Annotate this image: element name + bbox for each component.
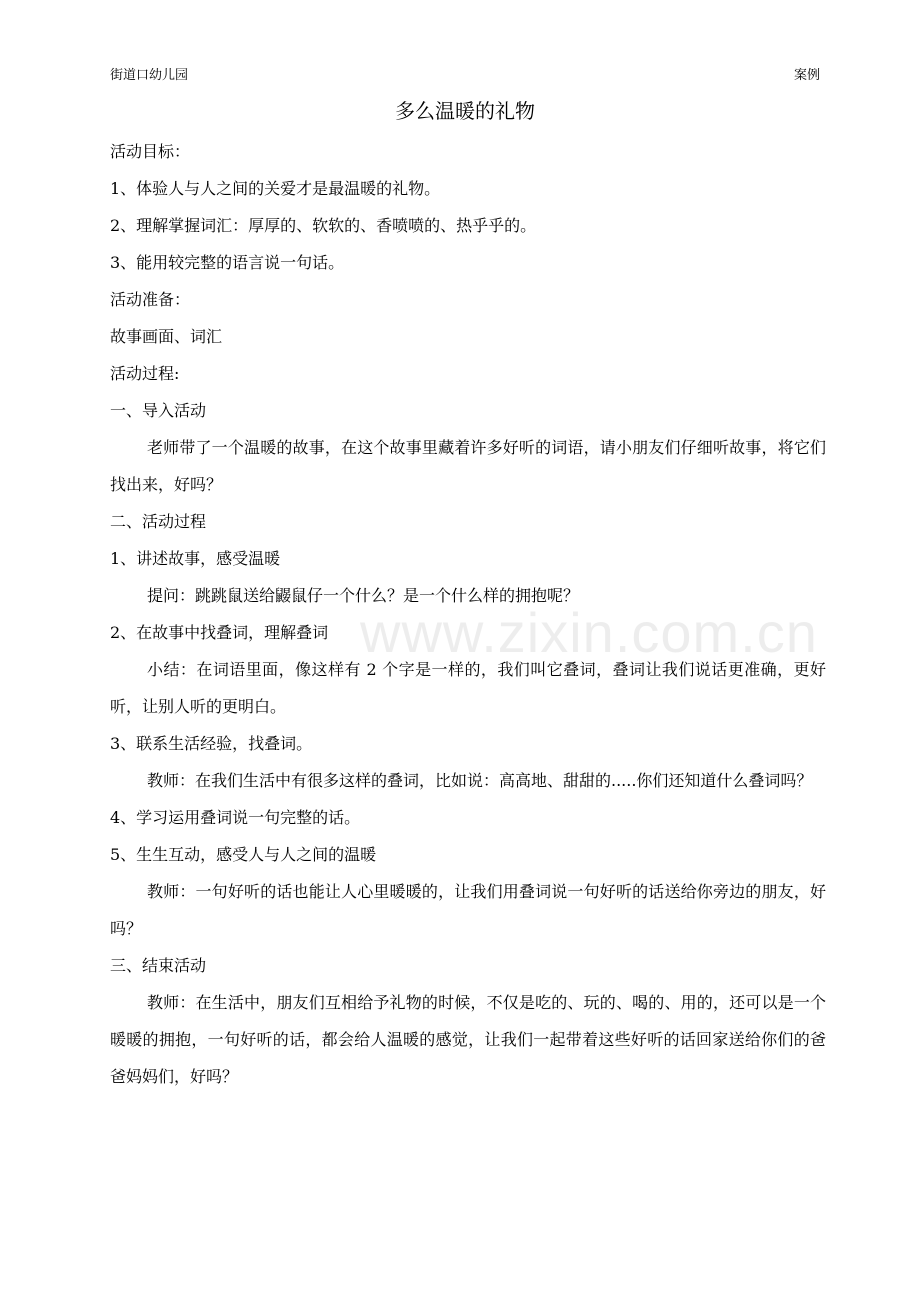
goal-item-1: 1、体验人与人之间的关爱才是最温暖的礼物。 xyxy=(110,179,441,198)
step1-heading: 1、讲述故事，感受温暖 xyxy=(110,549,281,568)
part1-text: 老师带了一个温暖的故事，在这个故事里藏着许多好听的词语，请小朋友们仔细听故事，将它们找出来，好吗？ xyxy=(110,438,826,494)
document-title: 多么温暖的礼物 xyxy=(395,99,535,123)
step4-heading: 4、学习运用叠词说一句完整的话。 xyxy=(110,808,361,827)
document-type-label: 案例 xyxy=(793,68,820,83)
part3-text: 教师：在生活中，朋友们互相给予礼物的时候，不仅是吃的、玩的、喝的、用的，还可以是一个暖暖的拥抱，一句好听的话，都会给人温暖的感觉，让我们一起带着这些好听的话回家送给你们的爸爸妈妈们，好吗？ xyxy=(110,993,826,1086)
step5-heading: 5、生生互动，感受人与人之间的温暖 xyxy=(110,845,377,864)
part2-heading: 二、活动过程 xyxy=(110,512,207,531)
part1-heading: 一、导入活动 xyxy=(110,401,207,420)
step2-heading: 2、在故事中找叠词，理解叠词 xyxy=(110,623,329,642)
watermark: www.zixin.com.cn xyxy=(360,601,818,664)
step3-heading: 3、联系生活经验，找叠词。 xyxy=(110,734,313,753)
step2-text: 小结：在词语里面，像这样有 2 个字是一样的，我们叫它叠词，叠词让我们说话更准确，更好听，让别人听的更明白。 xyxy=(110,660,826,716)
page-header xyxy=(110,66,820,86)
step1-text: 提问：跳跳鼠送给鼹鼠仔一个什么？是一个什么样的拥抱呢？ xyxy=(147,586,580,605)
prep-heading: 活动准备： xyxy=(110,290,191,309)
goal-item-3: 3、能用较完整的语言说一句话。 xyxy=(110,253,345,272)
goal-item-2: 2、理解掌握词汇：厚厚的、软软的、香喷喷的、热乎乎的。 xyxy=(110,216,537,235)
school-name: 街道口幼儿园 xyxy=(110,68,189,83)
prep-text: 故事画面、词汇 xyxy=(110,327,223,346)
step5-text: 教师：一句好听的话也能让人心里暖暖的，让我们用叠词说一句好听的话送给你旁边的朋友，好吗？ xyxy=(110,882,826,938)
process-heading: 活动过程: xyxy=(110,364,180,383)
document-body xyxy=(110,133,826,1095)
step3-text: 教师：在我们生活中有很多这样的叠词，比如说：高高地、甜甜的.....你们还知道什么叠词吗？ xyxy=(147,771,813,790)
part3-heading: 三、结束活动 xyxy=(110,956,207,975)
goals-heading: 活动目标： xyxy=(110,142,191,161)
